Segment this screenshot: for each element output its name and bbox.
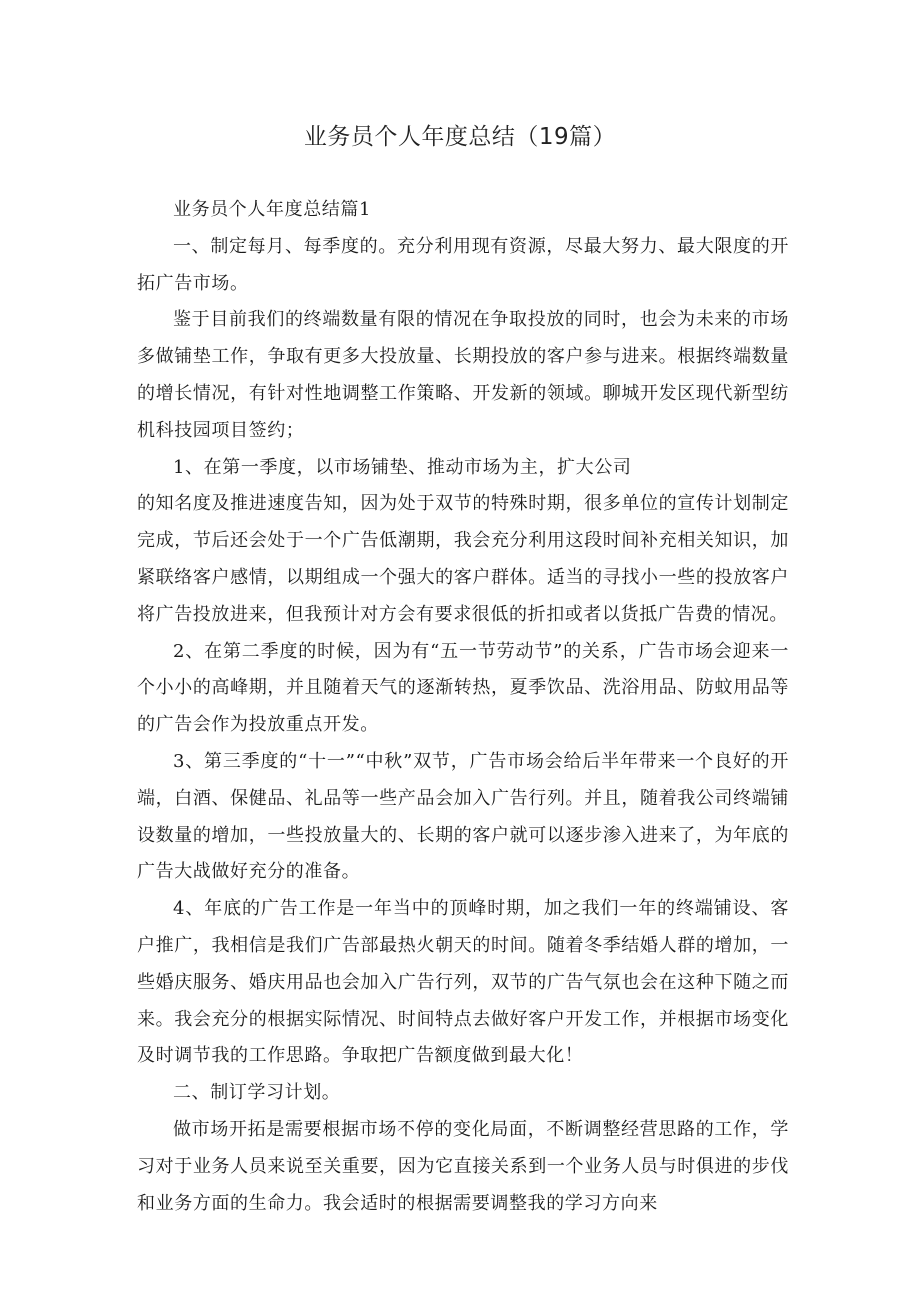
document-title: 业务员个人年度总结（19篇） bbox=[303, 124, 617, 150]
section-heading: 业务员个人年度总结篇1 bbox=[173, 199, 372, 220]
paragraph: 2、在第二季度的时候，因为有“五一节劳动节”的关系，广告市场会迎来一个小小的高峰期，并且随着天气的逐渐转热，夏季饮品、洗浴用品、防蚊用品等的广告会作为投放重点开发。 bbox=[137, 640, 789, 736]
paragraph: 1、在第一季度，以市场铺垫、推动市场为主，扩大公司 bbox=[173, 456, 632, 478]
paragraph: 做市场开拓是需要根据市场不停的变化局面，不断调整经营思路的工作，学习对于业务人员来说至关重要，因为它直接关系到一个业务人员与时俱进的步伐和业务方面的生命力。我会适时的根据需要调整我的学习方向来 bbox=[137, 1118, 789, 1214]
paragraph: 鉴于目前我们的终端数量有限的情况在争取投放的同时，也会为未来的市场多做铺垫工作，争取有更多大投放量、长期投放的客户参与进来。根据终端数量的增长情况，有针对性地调整工作策略、开发新的领域。聊城开发区现代新型纺机科技园项目签约； bbox=[137, 309, 789, 441]
paragraph: 3、第三季度的“十一”“中秋”双节，广告市场会给后半年带来一个良好的开端，白酒、保健品、礼品等一些产品会加入广告行列。并且，随着我公司终端铺设数量的增加，一些投放量大的、长期的客户就可以逐步渗入进来了，为年底的广告大战做好充分的准备。 bbox=[137, 750, 789, 883]
paragraph: 的知名度及推进速度告知，因为处于双节的特殊时期，很多单位的宣传计划制定完成，节后还会处于一个广告低潮期，我会充分利用这段时间补充相关知识，加紧联络客户感情，以期组成一个强大的客户群体。适当的寻找小一些的投放客户将广告投放进来，但我预计对方会有要求很低的折扣或者以货抵广告费的情况。 bbox=[137, 493, 789, 625]
paragraph: 4、年底的广告工作是一年当中的顶峰时期，加之我们一年的终端铺设、客户推广，我相信是我们广告部最热火朝天的时间。随着冬季结婚人群的增加，一些婚庆服务、婚庆用品也会加入广告行列，双节的广告气氛也会在这种下随之而来。我会充分的根据实际情况、时间特点去做好客户开发工作，并根据市场变化及时调节我的工作思路。争取把广告额度做到最大化！ bbox=[137, 898, 789, 1067]
paragraph: 一、制定每月、每季度的。充分利用现有资源，尽最大努力、最大限度的开拓广告市场。 bbox=[137, 235, 789, 294]
document-body bbox=[137, 192, 789, 1222]
section-heading: 二、制订学习计划。 bbox=[173, 1082, 341, 1104]
